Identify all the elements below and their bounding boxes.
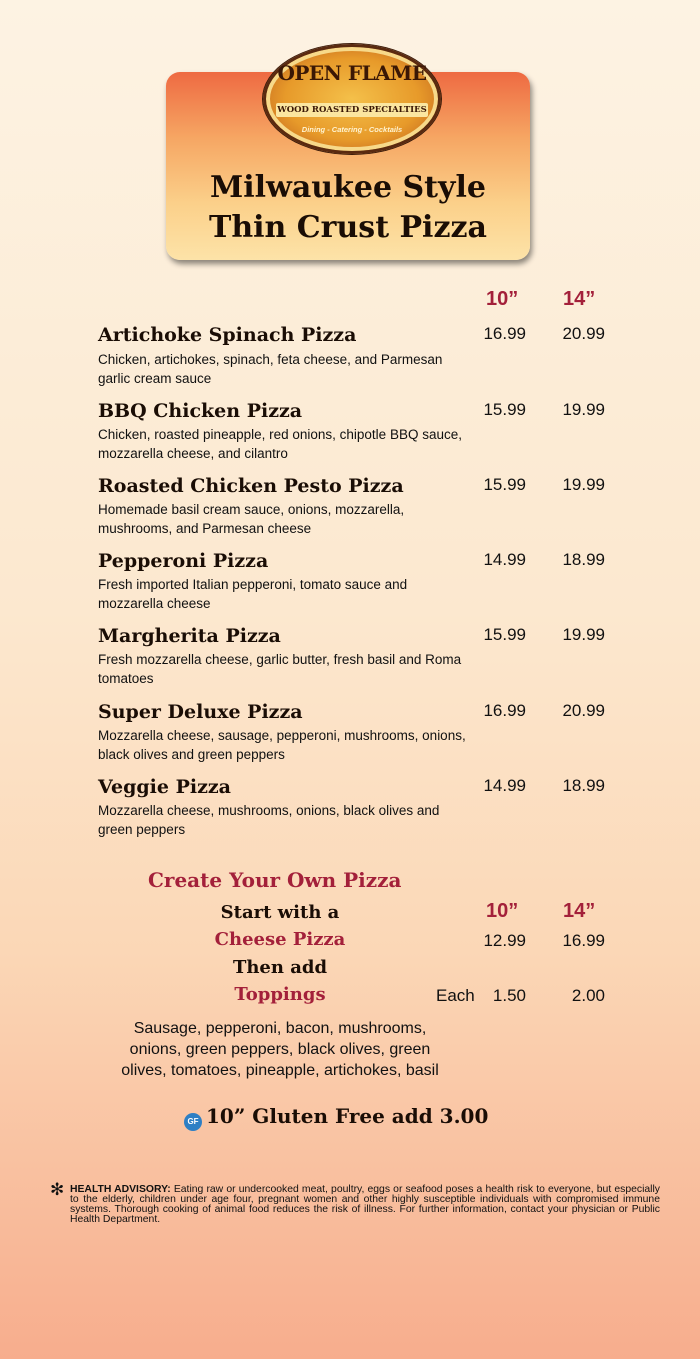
logo-tagline: Dining - Catering - Cocktails	[301, 125, 403, 134]
menu-item-description: Chicken, roasted pineapple, red onions, chipotle BBQ sauce, mozzarella cheese, and cilantro	[98, 427, 462, 461]
menu-item-price-10: 15.99	[483, 475, 526, 494]
cheese-pizza-price-10: 12.99	[483, 931, 526, 950]
menu-item-name: Veggie Pizza	[98, 776, 231, 798]
gluten-free-note: 10” Gluten Free add 3.00	[206, 1104, 489, 1128]
asterisk-icon: ✻	[50, 1180, 65, 1200]
menu-item-name: Pepperoni Pizza	[98, 550, 269, 572]
cheese-pizza-price-14: 16.99	[562, 931, 605, 950]
menu-item-price-14: 18.99	[562, 550, 605, 569]
menu-item-description: Mozzarella cheese, mushrooms, onions, black olives and green peppers	[98, 803, 440, 837]
cyo-column-header-14: 14”	[563, 900, 596, 922]
cheese-pizza-label: Cheese Pizza	[214, 929, 346, 950]
open-flame-logo	[263, 44, 441, 154]
menu-item-price-10: 16.99	[483, 701, 526, 720]
cyo-column-header-10: 10”	[486, 900, 519, 922]
logo-subtitle: WOOD ROASTED SPECIALTIES	[277, 105, 427, 115]
menu-item-price-14: 19.99	[562, 400, 605, 419]
page-title	[166, 168, 530, 248]
start-with-label: Start with a	[220, 902, 340, 923]
menu-item-name: BBQ Chicken Pizza	[98, 400, 303, 422]
menu-item-description: Fresh imported Italian pepperoni, tomato sauce and mozzarella cheese	[98, 577, 408, 611]
toppings-label: Toppings	[234, 984, 326, 1005]
column-header-10: 10”	[486, 288, 519, 310]
gluten-free-icon: GF	[184, 1113, 202, 1131]
menu-item-price-14: 18.99	[562, 776, 605, 795]
menu-item-description: Chicken, artichokes, spinach, feta cheese, and Parmesan garlic cream sauce	[98, 352, 443, 386]
toppings-list: Sausage, pepperoni, bacon, mushrooms, onions, green peppers, black olives, green olives, tomatoes, pineapple, artichokes, basil	[121, 1020, 439, 1079]
menu-item-name: Artichoke Spinach Pizza	[98, 324, 357, 346]
menu-item-price-14: 20.99	[562, 324, 605, 343]
each-label: Each	[436, 986, 475, 1005]
title-line-2: Thin Crust Pizza	[209, 210, 487, 245]
health-advisory-text: Eating raw or undercooked meat, poultry, eggs or seafood poses a health risk to everyone, but especially to the elderly, children under age four, pregnant women and other highly susceptible individuals with compromised immune systems. Thorough cooking of animal food reduces the risk of illness. For further information, contact your physician or Public Health Department.	[70, 1184, 660, 1225]
title-line-1: Milwaukee Style	[210, 170, 486, 205]
menu-item-name: Roasted Chicken Pesto Pizza	[98, 475, 404, 497]
menu-item-price-14: 19.99	[562, 625, 605, 644]
topping-price-14: 2.00	[571, 986, 605, 1005]
health-advisory-label: HEALTH ADVISORY:	[70, 1184, 171, 1195]
menu-item-name: Margherita Pizza	[98, 625, 281, 647]
menu-item-price-10: 14.99	[483, 550, 526, 569]
topping-price-10: 1.50	[492, 986, 526, 1005]
menu-item-description: Fresh mozzarella cheese, garlic butter, fresh basil and Roma tomatoes	[98, 652, 462, 686]
menu-item-description: Mozzarella cheese, sausage, pepperoni, mushrooms, onions, black olives and green peppers	[98, 728, 466, 762]
menu-item-price-10: 15.99	[483, 400, 526, 419]
menu-item-price-10: 15.99	[483, 625, 526, 644]
menu-item-price-14: 19.99	[562, 475, 605, 494]
menu-item-description: Homemade basil cream sauce, onions, mozzarella, mushrooms, and Parmesan cheese	[98, 502, 405, 536]
menu-item-price-14: 20.99	[562, 701, 605, 720]
menu-item-price-10: 14.99	[483, 776, 526, 795]
logo-name: OPEN FLAME	[277, 61, 427, 85]
health-advisory	[70, 1185, 660, 1225]
menu-item-name: Super Deluxe Pizza	[98, 701, 303, 723]
then-add-label: Then add	[232, 957, 328, 978]
column-header-14: 14”	[563, 288, 596, 310]
create-your-own-title: Create Your Own Pizza	[148, 868, 402, 892]
menu-item-price-10: 16.99	[483, 324, 526, 343]
